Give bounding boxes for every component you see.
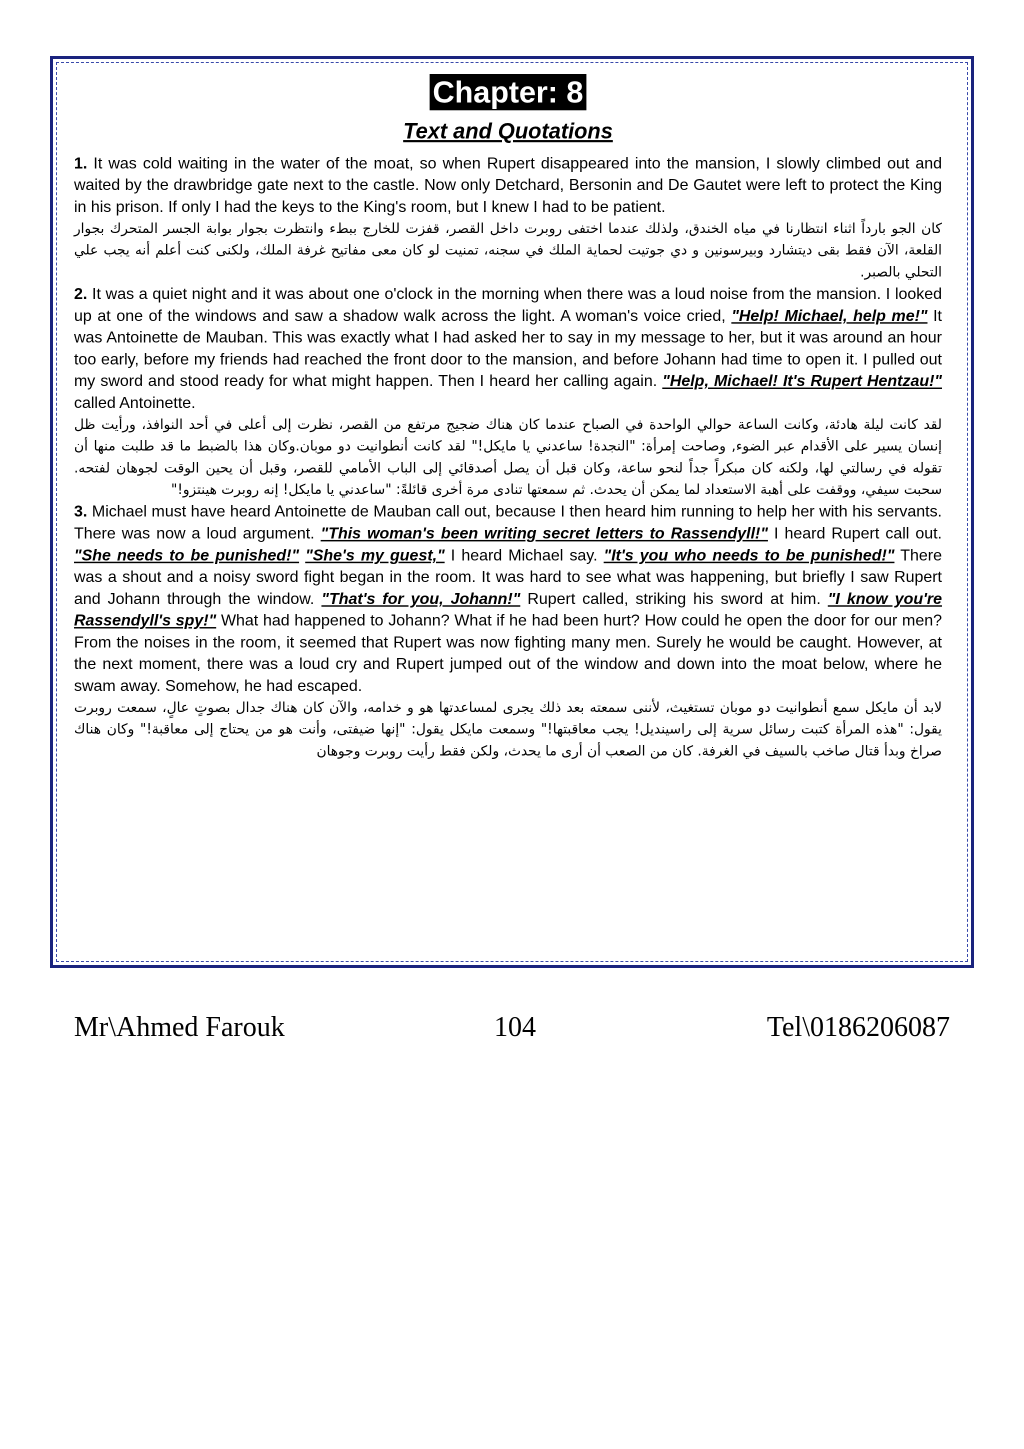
chapter-title: Chapter: 8 <box>430 74 587 110</box>
page-footer <box>74 1012 950 1052</box>
paragraph-text: What had happened to Johann? What if he had been hurt? How could he open the door for our men? From the noises in the room, it seemed that Rupert was now fighting many men. Surely he would be caught. However, at the next moment, there was a loud cry and Rupert jumped out of the window and down into the moat below, where he swam away. Somehow, he had escaped. <box>74 611 942 695</box>
quotation: "Help, Michael! It's Rupert Hentzau!" <box>662 371 942 390</box>
paragraph-number: 1. <box>74 153 88 172</box>
paragraph-1-english <box>74 152 942 217</box>
page-number: 104 <box>494 1012 536 1043</box>
paragraph-text: called Antoinette. <box>74 393 196 412</box>
paragraph-2-arabic: لقد كانت ليلة هادئة، وكانت الساعة حوالي الواحدة في الصباح عندما كان هناك ضجيج مرتفع من القصر، نظرت إلى أعلى في أحد النوافذ، ورأيت ظل إنسان يسير على الأقدام عبر الضوء, وصاحت إمرأة: "النجدة! ساعدني يا مايكل!" لقد كانت أنطوانيت دو موبان.وكان هذا بالضبط ما قد طلبت منها أن تقوله في رسالتي لها، ولكنه كان مبكراً جداً لنحو ساعة، وكان قبل أن يصل أصدقائي إلى الباب الأمامي للقصر، وقبل أن يحين الوقت لجوهان لفتحه. سحبت سيفي، ووقفت على أهبة الاستعداد لما يمكن أن يحدث. ثم سمعتها تنادى مرة أخرى قائلةً: "ساعدني يا مايكل! إنه روبرت هينتزو!" <box>74 416 942 498</box>
paragraph-text: Rupert called, striking his sword at him. <box>520 589 828 608</box>
section-subtitle: Text and Quotations <box>403 119 613 144</box>
paragraph-number: 3. <box>74 502 88 521</box>
paragraph-2-english <box>74 283 942 414</box>
paragraph-3-arabic: لابد أن مايكل سمع أنطوانيت دو موبان تستغيث، لأننى سمعته بعد ذلك يجرى لمساعدتها هو و خدامه، والآن كان هناك جدال بصوتٍ عالٍ، سمعت روبرت يقول: "هذه المرأة كتبت رسائل سرية إلى راسينديل! يجب معاقبتها!" وسمعت مايكل يقول: "إنها ضيفتى، وأنت هو من يحتاج إلى معاقبة!" وكان هناك صراخ وبدأ قتال صاخب بالسيف في الغرفة. كان من الصعب أن أرى ما يحدث، ولكن فقط رأيت روبرت وجوهان <box>74 699 942 760</box>
paragraph-text: Michael must have heard Antoinette de Mauban call out, because I then heard him running to help her with his servants. There was now a loud argument. <box>74 502 942 543</box>
paragraph-3-english <box>74 501 942 697</box>
paragraph-text: It was Antoinette de Mauban. This was exactly what I had asked her to say in my message to her, but it was around an hour too early, before my friends had reached the front door to the mansion, and before Johann had time to open it. I pulled out my sword and stood ready for what might happen. Then I heard her calling again. <box>74 306 942 390</box>
page-content <box>74 74 942 762</box>
chapter-heading-wrap <box>74 74 942 110</box>
paragraph-text: There was a shout and a noisy sword fight began in the room. It was hard to see what was happening, but briefly I saw Rupert and Johann through the window. <box>74 545 942 608</box>
paragraph-text: I heard Rupert call out. <box>767 523 942 543</box>
paragraph-text: I heard Michael say. <box>444 545 604 564</box>
quotation: "Help! Michael, help me!" <box>731 306 928 325</box>
paragraph-text: It was a quiet night and it was about one o'clock in the morning when there was a loud noise from the mansion. I looked up at one of the windows and saw a shadow walk across the light. A woman's voice cried, <box>74 284 942 325</box>
footer-phone: Tel\0186206087 <box>766 1012 950 1043</box>
quotation: "She needs to be punished!" <box>74 545 300 564</box>
quotation: "She's my guest," <box>305 545 445 564</box>
paragraph-1-arabic: كان الجو بارداً اثناء انتظارنا في مياه الخندق، ولذلك عندما اختفى روبرت داخل القصر، قفزت للخارج ببطء وانتظرت بجوار بوابة الجسر المتحرك بجوار القلعة، الآن فقط بقى ديتشارد وبيرسونين و دي جوتيت لحماية الملك في سجنه، تمنيت لو كان معى مفاتيح غرفة الملك، ولكنى كنت أعلم أنه يجب علي التحلي بالصبر. <box>74 220 942 281</box>
quotation: "It's you who needs to be punished!" <box>603 545 895 564</box>
quotation: "This woman's been writing secret letters to Rassendyll!" <box>320 523 768 543</box>
quotation: "I know you're Rassendyll's spy!" <box>74 589 942 630</box>
quotation: "That's for you, Johann!" <box>321 589 521 608</box>
paragraph-text: It was cold waiting in the water of the moat, so when Rupert disappeared into the mansion, I slowly climbed out and waited by the drawbridge gate next to the castle. Now only Detchard, Bersonin and De Gautet were left to protect the King in his prison. If only I had the keys to the King's room, but I knew I had to be patient. <box>74 153 942 216</box>
paragraph-number: 2. <box>74 284 88 303</box>
footer-author: Mr\Ahmed Farouk <box>74 1012 285 1043</box>
